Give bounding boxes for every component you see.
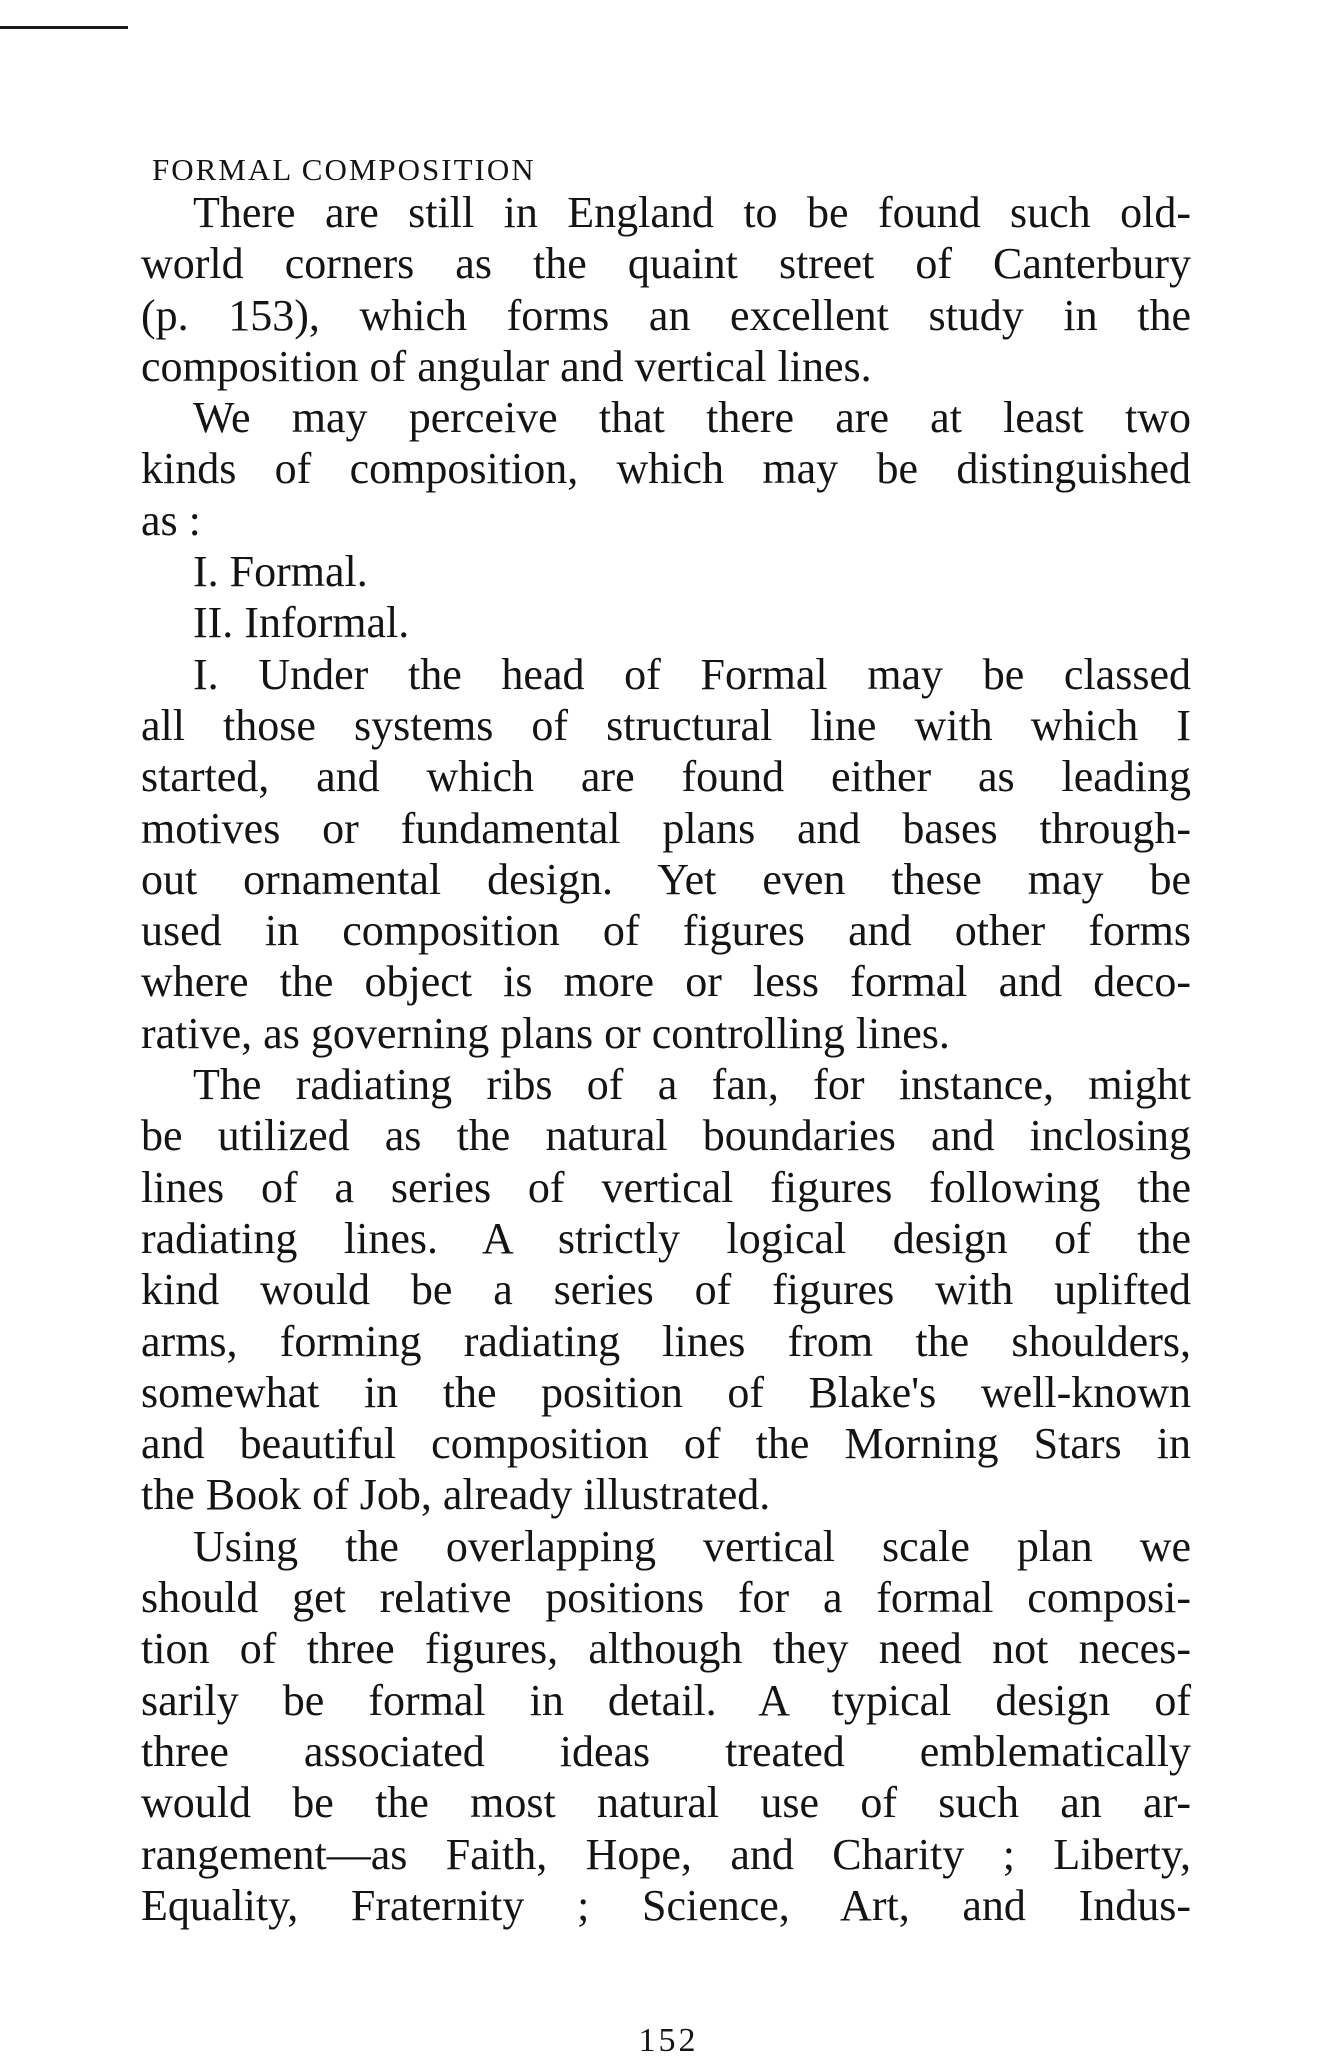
- text-line: should get relative positions for a formal composi-: [141, 1573, 1191, 1623]
- paragraph-kinds: [141, 392, 1191, 546]
- list-item-informal: II. Informal.: [193, 598, 410, 648]
- text-line: Using the overlapping vertical scale plan we: [193, 1521, 1191, 1571]
- text-line: where the object is more or less formal and deco-: [141, 957, 1191, 1007]
- text-line: rangement—as Faith, Hope, and Charity ; Liberty,: [141, 1829, 1191, 1879]
- text-line: motives or fundamental plans and bases through-: [141, 803, 1191, 853]
- text-line: kinds of composition, which may be distinguished: [141, 444, 1191, 494]
- text-line: would be the most natural use of such an ar-: [141, 1778, 1191, 1828]
- text-line: Equality, Fraternity ; Science, Art, and Indus-: [141, 1880, 1191, 1930]
- text-line: I. Under the head of Formal may be classed: [193, 649, 1191, 699]
- text-line: kind would be a series of figures with uplifted: [141, 1265, 1191, 1315]
- corner-rule: [0, 26, 128, 29]
- text-line: as :: [141, 495, 201, 545]
- text-line: world corners as the quaint street of Canterbury: [141, 239, 1191, 289]
- text-line: We may perceive that there are at least two: [193, 393, 1191, 443]
- paragraph-scale-plan: [141, 1521, 1191, 1931]
- text-line: three associated ideas treated emblematically: [141, 1726, 1191, 1776]
- list-kinds: [141, 546, 1191, 649]
- page-number: 152: [638, 2022, 699, 2059]
- text-line: the Book of Job, already illustrated.: [141, 1470, 771, 1520]
- running-head: FORMAL COMPOSITION: [152, 152, 536, 187]
- text-line: composition of angular and vertical lines.: [141, 341, 872, 391]
- text-line: (p. 153), which forms an excellent study in the: [141, 290, 1191, 340]
- text-line: The radiating ribs of a fan, for instance, might: [193, 1060, 1191, 1110]
- text-line: used in composition of figures and other forms: [141, 906, 1191, 956]
- text-line: all those systems of structural line with which I: [141, 700, 1191, 750]
- text-line: started, and which are found either as leading: [141, 752, 1191, 802]
- text-line: rative, as governing plans or controlling lines.: [141, 1008, 950, 1058]
- paragraph-canterbury: [141, 187, 1191, 392]
- text-line: arms, forming radiating lines from the shoulders,: [141, 1316, 1191, 1366]
- body-text: [141, 187, 1191, 1931]
- list-item-formal: I. Formal.: [193, 547, 368, 597]
- text-line: out ornamental design. Yet even these may be: [141, 854, 1191, 904]
- text-line: lines of a series of vertical figures following the: [141, 1162, 1191, 1212]
- text-line: sarily be formal in detail. A typical design of: [141, 1675, 1191, 1725]
- paragraph-formal: [141, 649, 1191, 1059]
- text-line: be utilized as the natural boundaries and inclosing: [141, 1111, 1191, 1161]
- text-line: and beautiful composition of the Morning Stars in: [141, 1419, 1191, 1469]
- text-line: somewhat in the position of Blake's well-known: [141, 1367, 1191, 1417]
- paragraph-fan: [141, 1059, 1191, 1521]
- text-line: tion of three figures, although they need not neces-: [141, 1624, 1191, 1674]
- text-line: There are still in England to be found such old-: [193, 188, 1191, 237]
- text-line: radiating lines. A strictly logical design of the: [141, 1213, 1191, 1263]
